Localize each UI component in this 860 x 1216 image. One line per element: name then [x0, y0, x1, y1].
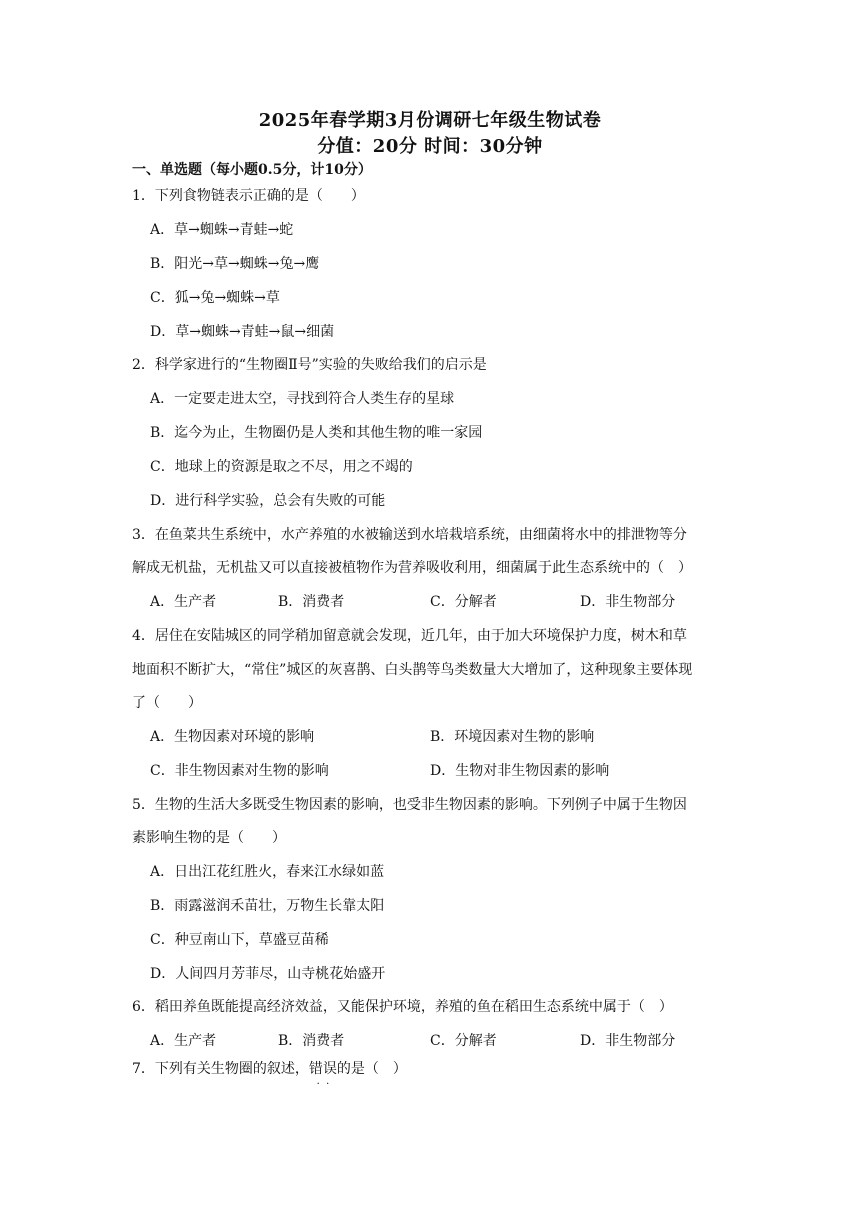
question-4-line-3: 了（ ） — [132, 695, 202, 711]
q4-option-b: B．环境因素对生物的影响 — [430, 729, 595, 745]
q3-option-a: A．生产者 — [150, 594, 217, 610]
question-6: 6．稻田养鱼既能提高经济效益，又能保护环境，养殖的鱼在稻田生态系统中属于（ ） — [132, 999, 673, 1015]
q1-option-d: D．草→蜘蛛→青蛙→鼠→细菌 — [150, 324, 335, 340]
q1-option-b: B．阳光→草→蜘蛛→兔→鹰 — [150, 256, 320, 272]
q5-option-d: D．人间四月芳菲尽，山寺桃花始盛开 — [150, 966, 386, 982]
q5-option-b: B．雨露滋润禾苗壮，万物生长靠太阳 — [150, 898, 385, 914]
q6-option-d: D．非生物部分 — [580, 1033, 676, 1049]
q1-option-c: C．狐→兔→蜘蛛→草 — [150, 290, 280, 306]
exam-subtitle: 分值：20分 时间：30分钟 — [317, 136, 543, 157]
q2-option-a: A．一定要走进太空，寻找到符合人类生存的星球 — [150, 391, 455, 407]
q6-option-a: A．生产者 — [150, 1033, 217, 1049]
question-5-line-2: 素影响生物的是（ ） — [132, 830, 286, 846]
question-1: 1．下列食物链表示正确的是（ ） — [132, 188, 365, 204]
q4-option-d: D．生物对非生物因素的影响 — [430, 763, 610, 779]
exam-title: 2025年春学期3月份调研七年级生物试卷 — [258, 110, 602, 131]
question-7-text-end: 的是（ ） — [336, 1061, 407, 1077]
q4-option-a: A．生物因素对环境的影响 — [150, 729, 315, 745]
emphasis-dots: · · — [316, 1079, 330, 1090]
q5-option-a: A．日出江花红胜火，春来江水绿如蓝 — [150, 864, 385, 880]
q2-option-c: C．地球上的资源是取之不尽，用之不竭的 — [150, 459, 413, 475]
question-7-emphasis: 错误 · · — [309, 1061, 337, 1077]
q3-option-c: C．分解者 — [430, 594, 497, 610]
question-7 — [132, 1059, 732, 1090]
question-3-line-2: 解成无机盐，无机盐又可以直接被植物作为营养吸收利用，细菌属于此生态系统中的（ ） — [132, 560, 692, 576]
section-heading: 一、单选题（每小题0.5分，计10分） — [132, 162, 372, 178]
question-7-text-start: 7．下列有关生物圈的叙述， — [132, 1061, 309, 1077]
q3-option-d: D．非生物部分 — [580, 594, 676, 610]
question-3-line-1: 3．在鱼菜共生系统中，水产养殖的水被输送到水培栽培系统，由细菌将水中的排泄物等分 — [132, 527, 687, 543]
q3-option-b: B．消费者 — [278, 594, 345, 610]
q6-option-b: B．消费者 — [278, 1033, 345, 1049]
q2-option-d: D．进行科学实验，总会有失败的可能 — [150, 493, 386, 509]
question-4-line-2: 地面积不断扩大，“常住”城区的灰喜鹊、白头鹊等鸟类数量大大增加了，这种现象主要体现 — [132, 662, 693, 678]
question-5-line-1: 5．生物的生活大多既受生物因素的影响，也受非生物因素的影响。下列例子中属于生物因 — [132, 797, 687, 813]
q6-option-c: C．分解者 — [430, 1033, 497, 1049]
q5-option-c: C．种豆南山下，草盛豆苗稀 — [150, 932, 329, 948]
q4-option-c: C．非生物因素对生物的影响 — [150, 763, 329, 779]
question-4-line-1: 4．居住在安陆城区的同学稍加留意就会发现，近几年，由于加大环境保护力度，树木和草 — [132, 628, 687, 644]
question-2: 2．科学家进行的“生物圈Ⅱ号”实验的失败给我们的启示是 — [132, 357, 487, 373]
q2-option-b: B．迄今为止，生物圈仍是人类和其他生物的唯一家园 — [150, 425, 483, 441]
q1-option-a: A．草→蜘蛛→青蛙→蛇 — [150, 222, 294, 238]
